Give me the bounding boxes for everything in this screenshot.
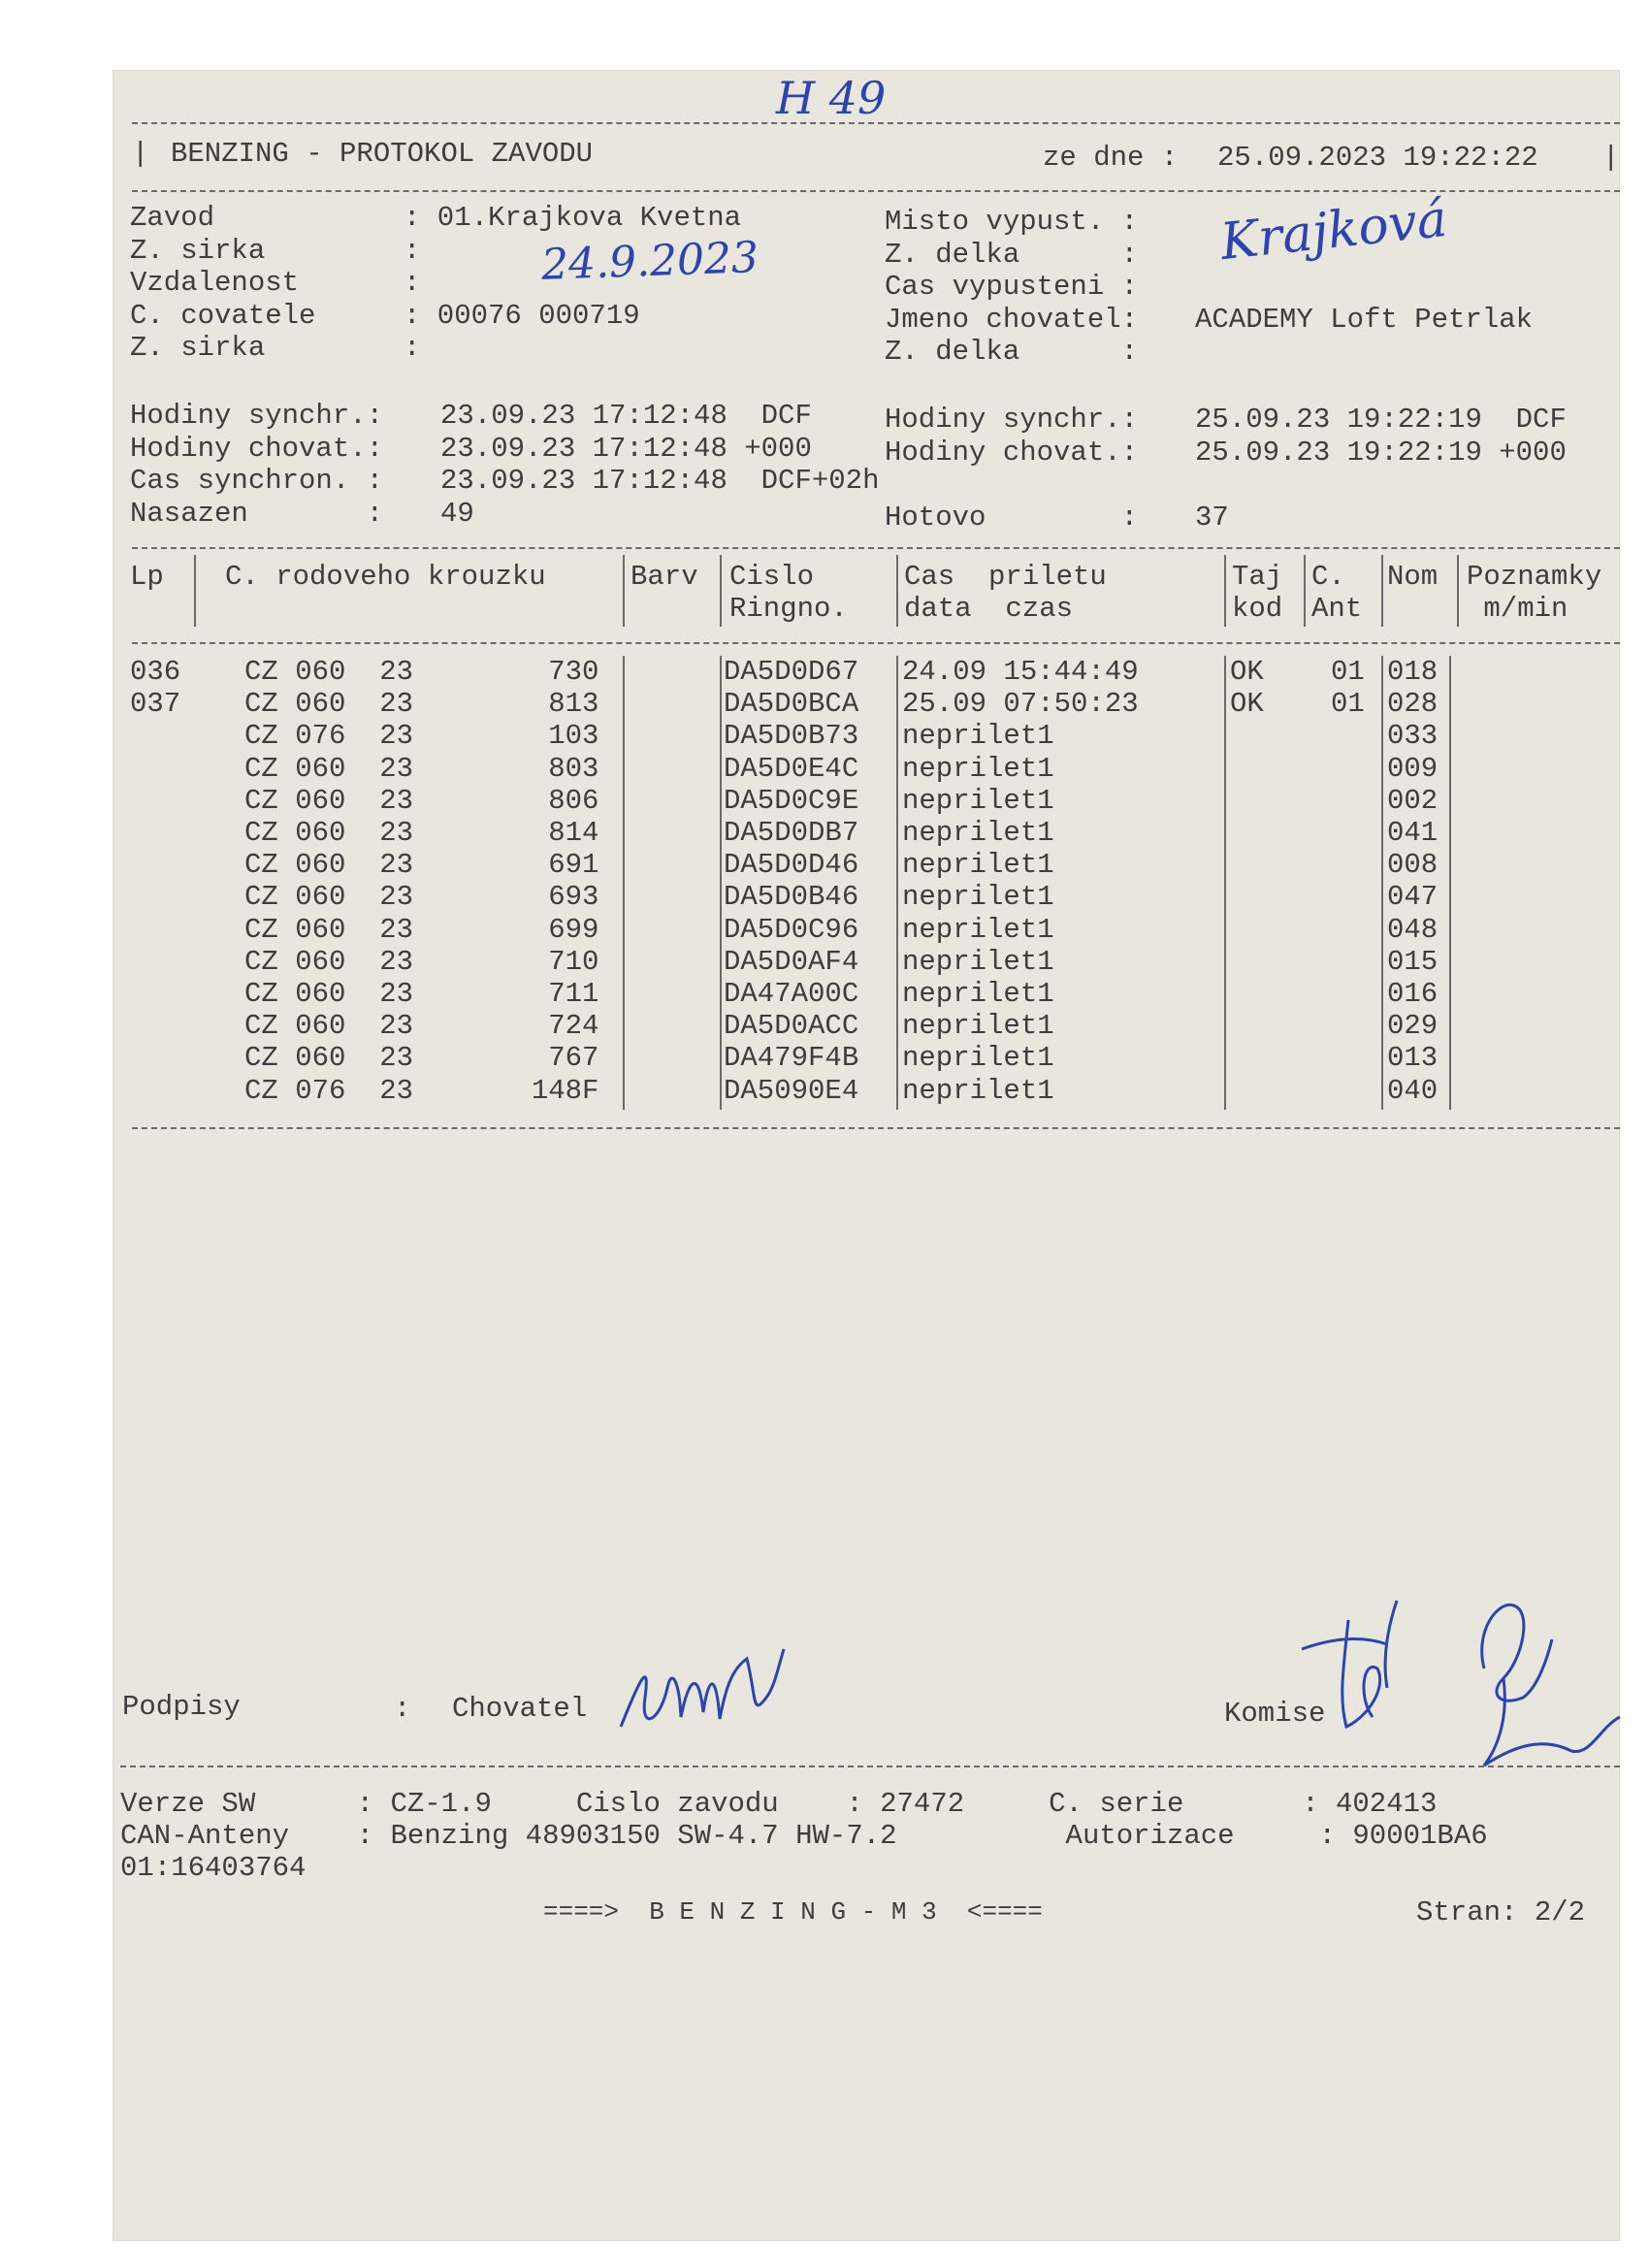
signatures-label: Podpisy [122, 1691, 241, 1723]
row-ringno: DA5D0C96 [724, 913, 859, 946]
row-ringno: DA5D0E4C [724, 752, 859, 785]
row-ring: CZ 060 23 813 [244, 688, 599, 721]
row-nom: 040 [1387, 1074, 1439, 1107]
report-date-label: ze dne : [1043, 142, 1179, 174]
column-divider [1457, 555, 1459, 627]
row-arrival: neprilet1 [902, 1042, 1054, 1075]
column-divider [896, 656, 898, 1110]
header-cas: Cas priletu data czas [904, 561, 1107, 625]
info-value: : [404, 267, 421, 299]
sync-value: 49 [440, 497, 474, 530]
row-ringno: DA5D0D67 [724, 656, 859, 688]
row-ringno: DA479F4B [724, 1042, 859, 1075]
info-label: Z. sirka [130, 332, 266, 364]
sync-label: Hodiny chovat.: [885, 436, 1139, 469]
column-divider [720, 555, 722, 627]
row-ringno: DA5D0C9E [724, 784, 859, 817]
sync-value: 25.09.23 19:22:19 +000 [1195, 436, 1567, 469]
row-antenna: 01 [1331, 656, 1365, 688]
row-ring: CZ 060 23 710 [244, 945, 599, 978]
report-title: BENZING - PROTOKOL ZAVODU [171, 138, 594, 170]
row-ring: CZ 060 23 724 [244, 1010, 599, 1043]
column-divider [1304, 555, 1306, 627]
commission-signature-label: Komise [1224, 1698, 1326, 1730]
row-ringno: DA5D0BCA [724, 688, 859, 721]
column-divider [623, 555, 625, 627]
info-label: Cas vypusteni : [885, 271, 1139, 303]
info-value: : 01.Krajkova Kvetna [404, 202, 742, 234]
divider [132, 190, 1620, 192]
row-ring: CZ 060 23 767 [244, 1042, 599, 1075]
page-number: Stran: 2/2 [1416, 1896, 1586, 1928]
sync-value: 37 [1195, 501, 1229, 534]
info-value: : [404, 234, 421, 267]
row-lp: 036 [130, 656, 181, 688]
divider [132, 1127, 1620, 1129]
footer-software-line: Verze SW : CZ-1.9 Cislo zavodu : 27472 C. serie : 402413 [120, 1788, 1438, 1820]
info-label: Zavod [130, 202, 215, 234]
row-ring: CZ 060 23 803 [244, 752, 599, 785]
info-label: Z. delka : [885, 238, 1139, 271]
row-arrival: neprilet1 [902, 945, 1054, 978]
info-value: ACADEMY Loft Petrlak [1195, 303, 1534, 336]
column-divider [623, 656, 625, 1110]
header-bar-right: | [1602, 142, 1620, 174]
info-value: : 00076 000719 [404, 299, 640, 332]
row-nom: 009 [1387, 752, 1439, 785]
row-ring: CZ 060 23 711 [244, 978, 599, 1010]
row-arrival: neprilet1 [902, 720, 1054, 753]
row-ringno: DA5D0AF4 [724, 945, 859, 978]
row-ring: CZ 060 23 691 [244, 849, 599, 882]
info-label: Misto vypust. : [885, 206, 1139, 238]
header-lp: Lp [130, 561, 164, 593]
header-cant: C. Ant [1311, 561, 1363, 625]
header-barv: Barv [630, 561, 698, 593]
row-ring: CZ 060 23 699 [244, 913, 599, 946]
column-divider [194, 555, 196, 627]
row-ring: CZ 060 23 730 [244, 656, 599, 688]
divider [132, 642, 1620, 644]
header-bar-left: | [132, 138, 149, 170]
info-label: C. covatele [130, 299, 316, 332]
row-nom: 008 [1387, 849, 1439, 882]
sync-value: 23.09.23 17:12:48 DCF+02h [440, 465, 880, 497]
row-ringno: DA5090E4 [724, 1074, 859, 1107]
row-arrival: neprilet1 [902, 817, 1054, 849]
row-arrival: neprilet1 [902, 913, 1054, 946]
header-pozn: Poznamky m/min [1467, 561, 1602, 625]
footer-serial-line: 01:16403764 [120, 1852, 307, 1884]
sync-label: Hodiny chovat.: [130, 432, 384, 465]
info-value: : [404, 332, 421, 364]
signatures-separator: : [394, 1693, 411, 1725]
report-date-value: 25.09.2023 19:22:22 [1217, 142, 1538, 174]
row-ringno: DA47A00C [724, 978, 859, 1010]
row-ring: CZ 060 23 806 [244, 784, 599, 817]
row-arrival: 25.09 07:50:23 [902, 688, 1139, 721]
divider [132, 547, 1620, 549]
row-nom: 018 [1387, 656, 1439, 688]
column-divider [1381, 555, 1383, 627]
sync-label: Hodiny synchr.: [885, 404, 1139, 436]
header-taj: Taj kod [1232, 561, 1283, 625]
divider [120, 1766, 1620, 1767]
row-nom: 041 [1387, 817, 1439, 849]
row-ringno: DA5D0B73 [724, 720, 859, 753]
sync-label: Cas synchron. : [130, 465, 384, 497]
row-antenna: 01 [1331, 688, 1365, 721]
row-ringno: DA5D0D46 [724, 849, 859, 882]
row-nom: 015 [1387, 945, 1439, 978]
info-label: Jmeno chovatel: [885, 303, 1139, 336]
sync-value: 23.09.23 17:12:48 DCF [440, 400, 812, 432]
row-nom: 002 [1387, 784, 1439, 817]
row-nom: 029 [1387, 1010, 1439, 1043]
row-ringno: DA5D0B46 [724, 881, 859, 914]
handwritten-page-mark: H 49 [776, 72, 887, 124]
column-divider [1449, 656, 1451, 1110]
row-ring: CZ 076 23 148F [244, 1074, 599, 1107]
column-divider [720, 656, 722, 1110]
divider [132, 122, 1620, 124]
footer-brand: ====> B E N Z I N G - M 3 <==== [543, 1897, 1043, 1927]
column-divider [1224, 656, 1226, 1110]
sync-label: Hotovo : [885, 501, 1139, 534]
row-ring: CZ 060 23 693 [244, 881, 599, 914]
header-ring: C. rodoveho krouzku [225, 561, 546, 593]
sync-value: 25.09.23 19:22:19 DCF [1195, 404, 1567, 436]
sync-label: Nasazen : [130, 497, 384, 530]
header-nom: Nom [1387, 561, 1439, 593]
row-arrival: neprilet1 [902, 1010, 1054, 1043]
row-arrival: 24.09 15:44:49 [902, 656, 1139, 688]
row-arrival: neprilet1 [902, 784, 1054, 817]
row-ring: CZ 076 23 103 [244, 720, 599, 753]
row-code: OK [1230, 656, 1264, 688]
row-lp: 037 [130, 688, 181, 721]
row-ring: CZ 060 23 814 [244, 817, 599, 849]
info-label: Vzdalenost [130, 267, 300, 299]
row-arrival: neprilet1 [902, 752, 1054, 785]
row-nom: 016 [1387, 978, 1439, 1010]
row-arrival: neprilet1 [902, 978, 1054, 1010]
row-ringno: DA5D0ACC [724, 1010, 859, 1043]
row-arrival: neprilet1 [902, 849, 1054, 882]
info-label: Z. sirka [130, 234, 266, 267]
handwritten-date: 24.9.2023 [540, 233, 760, 290]
row-nom: 028 [1387, 688, 1439, 721]
handwritten-place: Krajková [1217, 189, 1450, 273]
row-nom: 048 [1387, 913, 1439, 946]
row-arrival: neprilet1 [902, 1074, 1054, 1107]
column-divider [896, 555, 898, 627]
column-divider [1224, 555, 1226, 627]
info-label: Z. delka : [885, 336, 1139, 368]
row-nom: 033 [1387, 720, 1439, 753]
row-code: OK [1230, 688, 1264, 721]
commission-signature [1290, 1552, 1639, 1785]
row-nom: 013 [1387, 1042, 1439, 1075]
row-ringno: DA5D0DB7 [724, 817, 859, 849]
breeder-signature [611, 1639, 805, 1746]
breeder-signature-label: Chovatel [452, 1693, 588, 1725]
row-nom: 047 [1387, 881, 1439, 914]
footer-antenna-line: CAN-Anteny : Benzing 48903150 SW-4.7 HW-7.2 Autorizace : 90001BA6 [120, 1820, 1488, 1852]
column-divider [1381, 656, 1383, 1110]
sync-label: Hodiny synchr.: [130, 400, 384, 432]
header-cislo: Cislo Ringno. [729, 561, 848, 625]
row-arrival: neprilet1 [902, 881, 1054, 914]
sync-value: 23.09.23 17:12:48 +000 [440, 432, 812, 465]
